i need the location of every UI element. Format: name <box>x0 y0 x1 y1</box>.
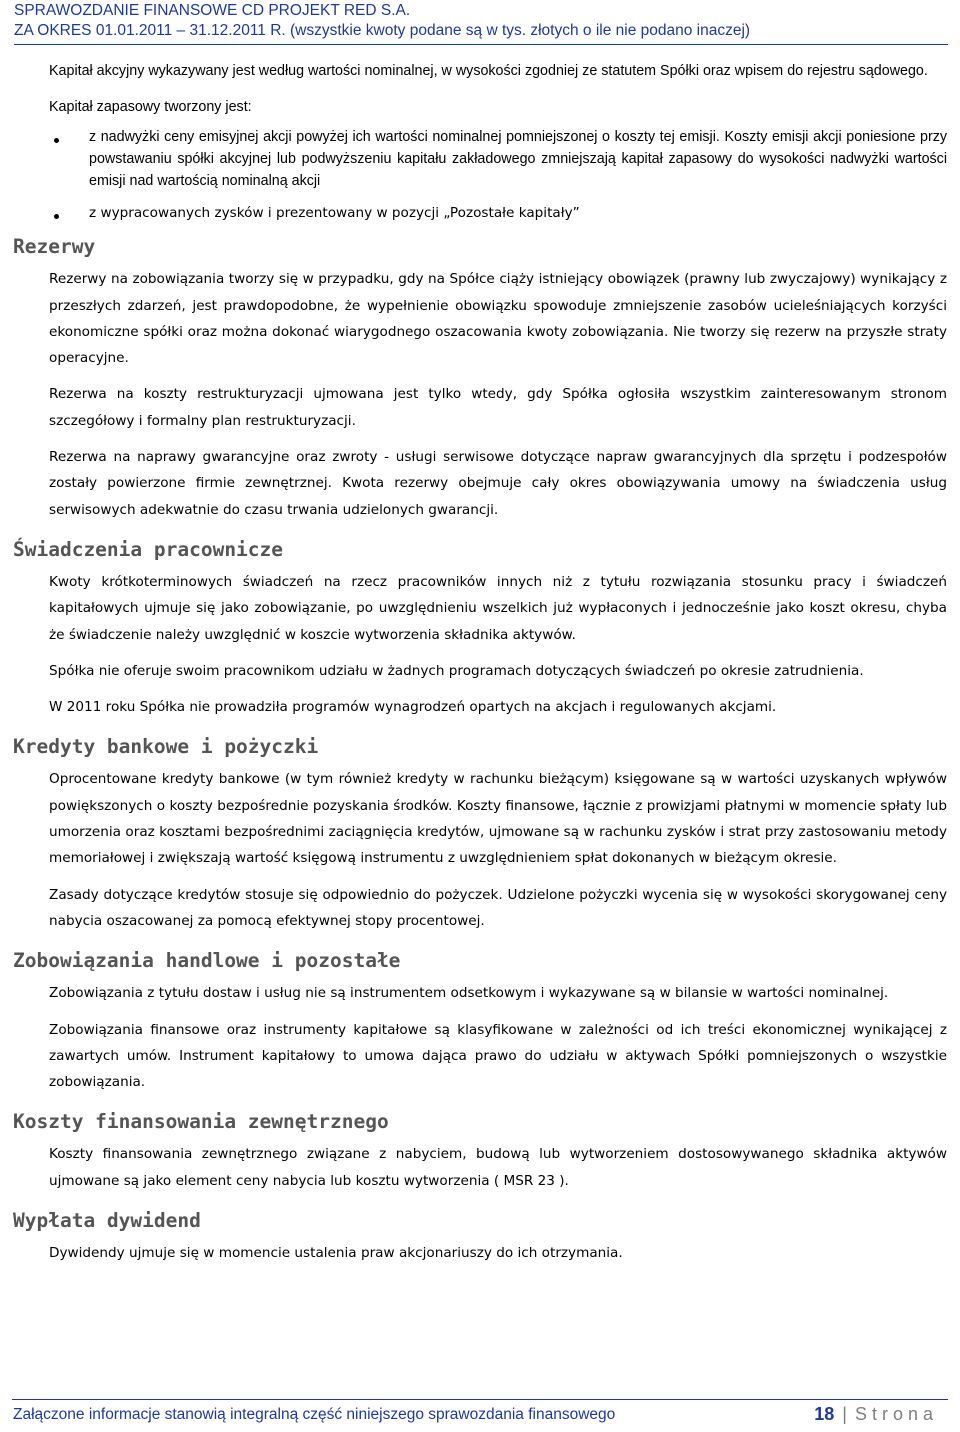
section-heading-bank-loans: Kredyty bankowe i pożyczki <box>13 735 319 759</box>
header-divider <box>14 44 948 45</box>
section-paragraph: Zobowiązania z tytułu dostaw i usług nie są instrumentem odsetkowym i wykazywane są w bilansie w wartości nominalnej. <box>49 985 889 1002</box>
reserve-capital-list <box>49 126 947 224</box>
capital-section <box>13 58 947 224</box>
section-heading-trade-liabilities: Zobowiązania handlowe i pozostałe <box>13 949 401 973</box>
section-paragraph: Spółka nie oferuje swoim pracownikom udziału w żadnych programach dotyczących świadczeń po okresie zatrudnienia. <box>49 662 864 679</box>
section-paragraph: Oprocentowane kredyty bankowe (w tym również kredyty w rachunku bieżącym) księgowane są w wartości uzyskanych wpływów powiększonych o koszty bezpośrednie pozyskania środków. Koszty finansowe, łącznie z prowizjami płatnymi w momencie spłaty lub umorzenia oraz kosztami bezpośrednimi zaciągnięcia kredytów, ujmowane są w rachunku zysków i strat przy zastosowaniu metody memoriałowej i zwiększają wartość księgową instrumentu z uwzględnieniem spłat dokonanych w bieżącym okresie. <box>49 771 947 867</box>
page-label: Strona <box>854 1404 938 1424</box>
section-paragraph: Kwoty krótkoterminowych świadczeń na rzecz pracowników innych niż z tytułu rozwiązania stosunku pracy i świadczeń kapitałowych ujmuje się jako zobowiązanie, po uwzględnieniu wszelkich już wypłaconych i jednocześnie jako koszt okresu, chyba że świadczenie należy uwzględnić w koszcie wytworzenia składnika aktywów. <box>49 573 947 643</box>
list-item <box>49 202 947 224</box>
section-paragraph: Rezerwy na zobowiązania tworzy się w przypadku, gdy na Spółce ciąży istniejący obowiązek (prawny lub zwyczajowy) wynikający z przeszłych zdarzeń, jest prawdopodobne, że wypełnienie obowiązku spowoduje zmniejszenie zasobów ucieleśniających korzyści ekonomiczne spółki oraz można dokonać wiarygodnego oszacowania kwoty zobowiązania. Nie tworzy się rezerw na przyszłe straty operacyjne. <box>49 271 947 367</box>
document-body <box>13 58 947 1276</box>
list-item-text: z wypracowanych zysków i prezentowany w pozycji „Pozostałe kapitały” <box>89 205 580 222</box>
section-paragraph: Zobowiązania finansowe oraz instrumenty kapitałowe są klasyfikowane w zależności od ich treści ekonomicznej wynikającej z zawartych umów. Instrument kapitałowy to umowa dająca prawo do udziału w aktywach Spółki pomniejszonych o wszystkie zobowiązania. <box>49 1021 947 1091</box>
section-heading-dividends: Wypłata dywidend <box>13 1209 201 1233</box>
header-title: SPRAWOZDANIE FINANSOWE CD PROJEKT RED S.A. <box>14 2 411 19</box>
section-heading-borrowing-costs: Koszty finansowania zewnętrznego <box>13 1110 389 1134</box>
section-heading-provisions: Rezerwy <box>13 235 96 259</box>
bullet-icon <box>54 138 59 143</box>
section-paragraph: Rezerwa na koszty restrukturyzacji ujmowana jest tylko wtedy, gdy Spółka ogłosiła wszystkim zainteresowanym stronom szczegółowy i formalny plan restrukturyzacji. <box>49 386 947 429</box>
page-number: 18 <box>814 1404 835 1424</box>
list-item-text: z nadwyżki ceny emisyjnej akcji powyżej ich wartości nominalnej pomniejszonej o koszty tej emisji. Koszty emisji akcji poniesione przy powstawaniu spółki akcyjnej lub podwyższeniu kapitału zakładowego zmniejszają kapitał zapasowy do wysokości nadwyżki wartości emisji nad wartością nominalną akcji <box>89 129 947 190</box>
footer-divider <box>12 1399 948 1400</box>
footer-note: Załączone informacje stanowią integralną część niniejszego sprawozdania finansowego <box>13 1406 616 1423</box>
section-paragraph: W 2011 roku Spółka nie prowadziła programów wynagrodzeń opartych na akcjach i regulowanych akcjami. <box>49 699 777 716</box>
section-paragraph: Zasady dotyczące kredytów stosuje się odpowiednio do pożyczek. Udzielone pożyczki wycenia się w wysokości skorygowanej ceny nabycia oszacowanej za pomocą efektywnej stopy procentowej. <box>49 886 947 929</box>
page-indicator <box>814 1404 938 1425</box>
page-separator: | <box>842 1404 847 1424</box>
bullet-icon <box>54 214 59 219</box>
section-paragraph: Rezerwa na naprawy gwarancyjne oraz zwroty - usługi serwisowe dotyczące napraw gwarancyjnych dla sprzętu i podzespołów zostały powierzone firmie zewnętrznej. Kwota rezerwy obejmuje cały okres obowiązywania umowy na świadczenia usług serwisowych adekwatnie do czasu trwania udzielonych gwarancji. <box>49 449 947 518</box>
section-paragraph: Dywidendy ujmuje się w momencie ustalenia praw akcjonariuszy do ich otrzymania. <box>49 1245 623 1262</box>
section-heading-employee-benefits: Świadczenia pracownicze <box>13 537 284 561</box>
section-paragraph: Koszty finansowania zewnętrznego związane z nabyciem, budową lub wytworzeniem dostosowywanego składnika aktywów ujmowane są jako element ceny nabycia lub kosztu wytworzenia ( MSR 23 ). <box>49 1146 947 1189</box>
page-footer <box>13 1404 938 1430</box>
share-capital-paragraph: Kapitał akcyjny wykazywany jest według wartości nominalnej, w wysokości zgodniej ze statutem Spółki oraz wpisem do rejestru sądowego. <box>49 63 928 79</box>
list-item <box>49 126 947 192</box>
reserve-capital-intro: Kapitał zapasowy tworzony jest: <box>49 99 252 115</box>
page-header <box>14 1 946 41</box>
header-period: ZA OKRES 01.01.2011 – 31.12.2011 R. (wszystkie kwoty podane są w tys. złotych o ile nie podano inaczej) <box>14 22 751 39</box>
